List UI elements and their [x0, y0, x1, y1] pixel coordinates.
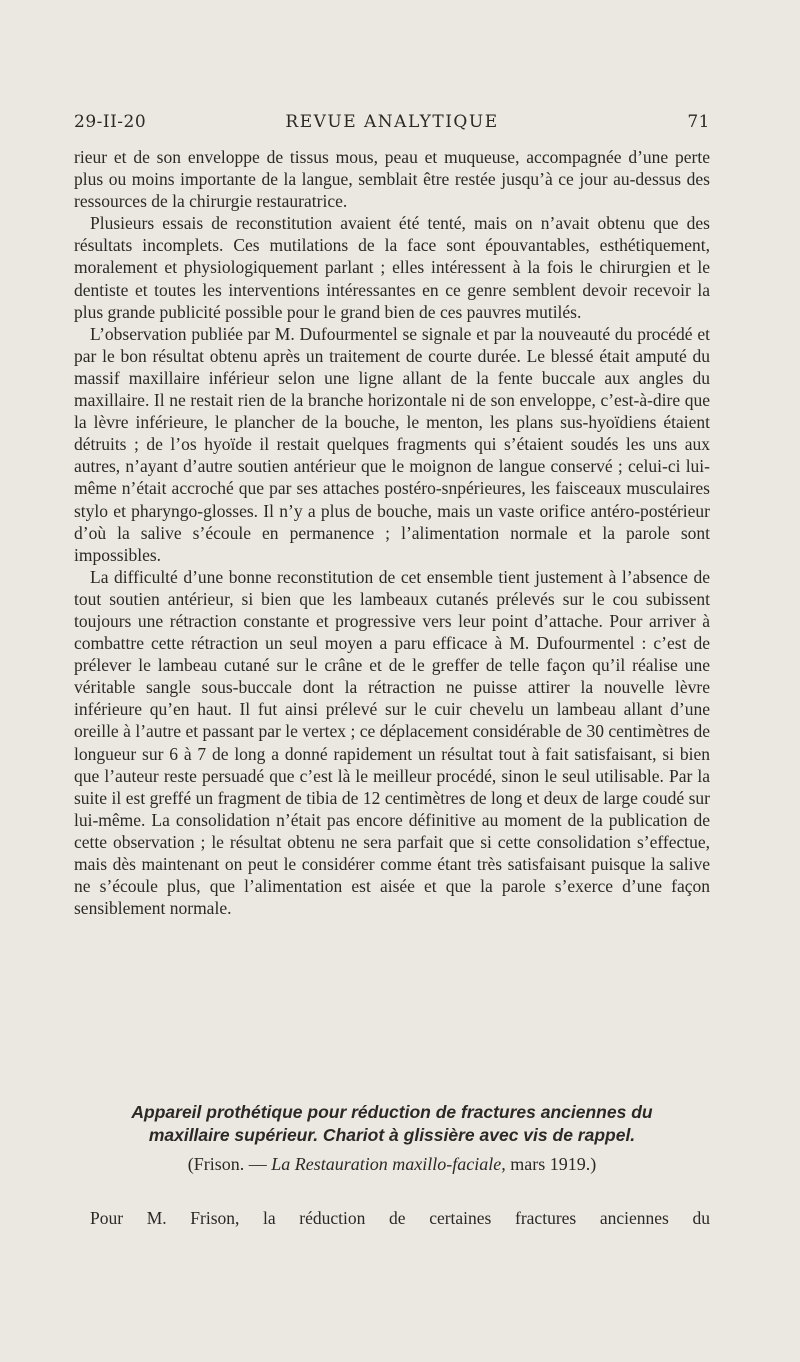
paragraph-start: Pour M. Frison, la réduction de certaines fractures anciennes du [90, 1207, 710, 1228]
citation-source: La Restauration maxillo-faciale, [271, 1154, 506, 1174]
paragraph: L’observation publiée par M. Dufourmentel se signale et par la nouveauté du procédé et par le bon résultat obtenu après un traitement de courte durée. Le blessé était amputé du massif maxillaire inférieur selon une ligne allant de la fente buccale aux angles du maxillaire. Il ne restait rien de la branche horizontale ni de son enveloppe, c’est-à-dire que la lèvre inférieure, le plancher de la bouche, le menton, les plans sus-hyoïdiens étaient détruits ; de l’os hyoïde il restait quelques fragments qui s’étaient soudés les uns aux autres, n’ayant d’autre soutien antérieur que le moignon de langue conservé ; celui-ci lui-même n’était accroché que par ses attaches postéro-snpérieures, les faisceaux musculaires stylo et pharyngo-glosses. Il n’y a plus de bouche, mais un vaste orifice antéro-postérieur d’où la salive s’écoule en permanence ; l’alimentation normale et la parole sont impossibles. [74, 323, 710, 565]
paragraph: Plusieurs essais de reconstitution avaient été tenté, mais on n’avait obtenu que des résultats incomplets. Ces mutilations de la face sont épouvantables, esthétiquement, moralement et physiologiquement parlant ; elles intéressent à la fois le chirurgien et le dentiste et toutes les interventions intéressantes en ce genre semblent devoir recevoir la plus grande publicité possible pour le grand bien de ces pauvres mutilés. [74, 213, 710, 322]
running-head [74, 112, 710, 138]
paragraph: La difficulté d’une bonne reconstitution de cet ensemble tient justement à l’absence de tout soutien antérieur, si bien que les lambeaux cutanés prélevés sur le cou subissent toujours une rétraction constante et progressive vers leur point d’attache. Pour arriver à combattre cette rétraction un seul moyen a paru efficace à M. Dufourmentel : c’est de prélever le lambeau cutané sur le crâne et de le greffer de telle façon qu’il réalise une véritable sangle sous-buccale dont la rétraction ne puisse attirer la nouvelle lèvre inférieure qu’en haut. Il fut ainsi prélevé sur le cuir chevelu un lambeau allant d’une oreille à l’autre et passant par le vertex ; ce déplacement considérable de 30 centimètres de longueur sur 6 à 7 de long a donné rapidement un résultat tout à fait satisfaisant, si bien que l’auteur reste persuadé que c’est là le meilleur procédé, sinon le seul utilisable. Par la suite il est greffé un fragment de tibia de 12 centimètres de long et deux de large coudé sur lui-même. La consolidation n’était pas encore définitive au moment de la publication de cette observation ; le résultat obtenu ne sera parfait que si cette consolidation s’effectue, mais dès maintenant on peut le considérer comme étant très satisfaisant puisque la salive ne s’écoule plus, que l’alimentation est aisée et que la parole s’exerce d’une façon sensiblement normale. [74, 566, 710, 919]
section-title [74, 1101, 710, 1147]
page-number: 71 [687, 112, 710, 132]
header-journal-title: REVUE ANALYTIQUE [285, 112, 499, 132]
citation-author: (Frison. — [187, 1154, 272, 1174]
paragraph-continued: rieur et de son enveloppe de tissus mous, peau et muqueuse, accompagnée d’une perte plus ou moins importante de la langue, semblait être restée jusqu’à ce jour au-dessus des ressources de la chirurgie restauratrice. [74, 147, 710, 212]
section-title-line: Appareil prothétique pour réduction de fractures anciennes du [131, 1102, 653, 1122]
section-title-line: maxillaire supérieur. Chariot à glissière avec vis de rappel. [148, 1125, 636, 1145]
citation [74, 1154, 710, 1175]
header-date: 29-II-20 [74, 112, 147, 132]
body-text [74, 146, 710, 919]
citation-date: mars 1919.) [505, 1154, 597, 1174]
